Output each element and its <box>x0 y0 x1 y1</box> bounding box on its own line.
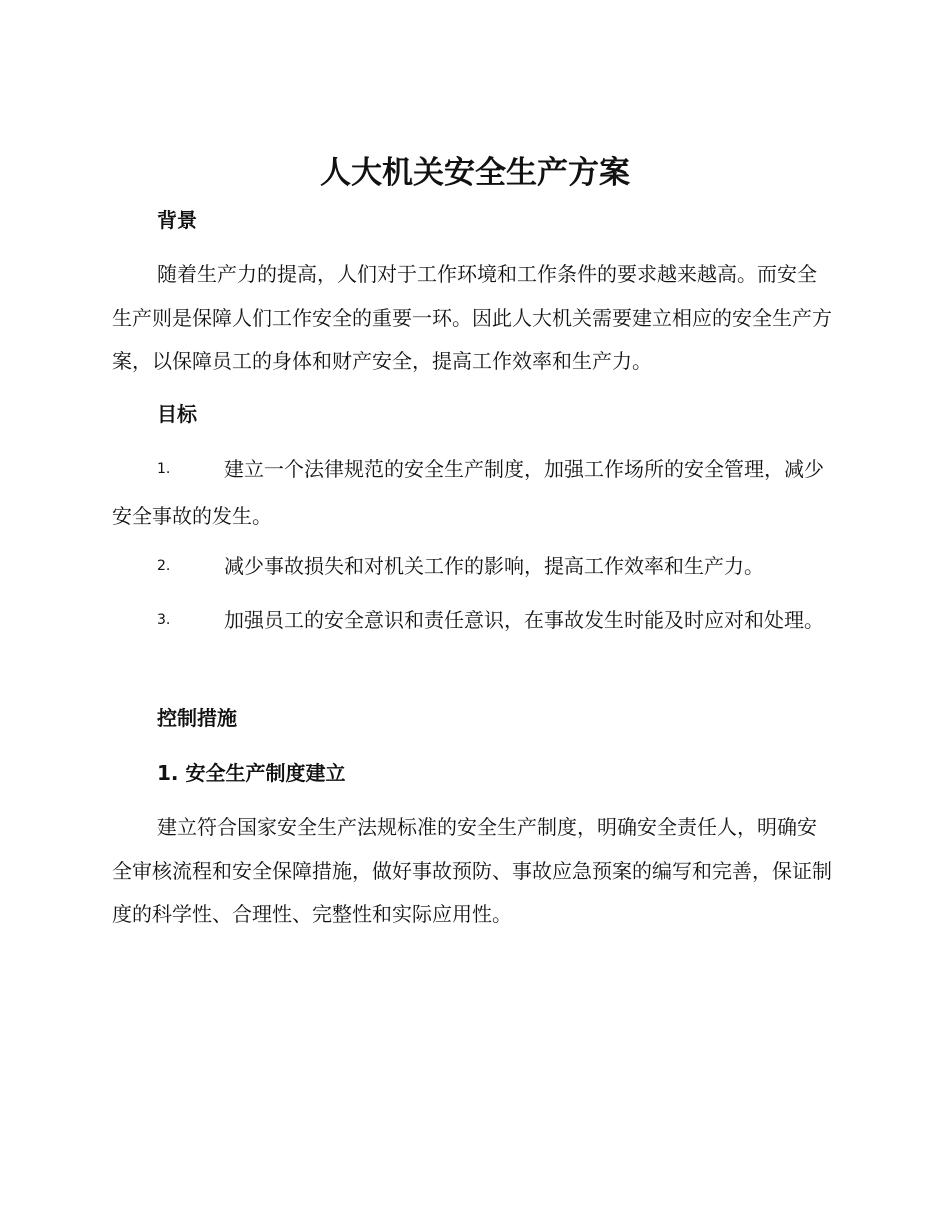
sub-heading-safety-system: 1. 安全生产制度建立 <box>157 761 346 785</box>
section-heading-background: 背景 <box>157 208 197 232</box>
list-item <box>112 446 832 540</box>
list-item-text: 加强员工的安全意识和责任意识，在事故发生时能及时应对和处理。 <box>224 608 824 632</box>
document-title: 人大机关安全生产方案 <box>320 155 630 191</box>
list-item-number: 1. <box>157 461 171 477</box>
measures-paragraph: 建立符合国家安全生产法规标准的安全生产制度，明确安全责任人，明确安全审核流程和安全保障措施，做好事故预防、事故应急预案的编写和完善，保证制度的科学性、合理性、完整性和实际应用性。 <box>112 815 832 926</box>
list-item-text: 建立一个法律规范的安全生产制度，加强工作场所的安全管理，减少安全事故的发生。 <box>112 457 824 528</box>
list-item-number: 3. <box>157 612 171 628</box>
section-heading-measures: 控制措施 <box>157 706 237 730</box>
background-paragraph: 随着生产力的提高，人们对于工作环境和工作条件的要求越来越高。而安全生产则是保障人们工作安全的重要一环。因此人大机关需要建立相应的安全生产方案，以保障员工的身体和财产安全，提高工作效率和生产力。 <box>112 262 832 373</box>
section-heading-goals: 目标 <box>157 402 197 426</box>
list-item <box>112 543 832 590</box>
list-item-number: 2. <box>157 558 171 574</box>
list-item <box>112 597 832 644</box>
list-item-text: 减少事故损失和对机关工作的影响，提高工作效率和生产力。 <box>224 554 764 578</box>
